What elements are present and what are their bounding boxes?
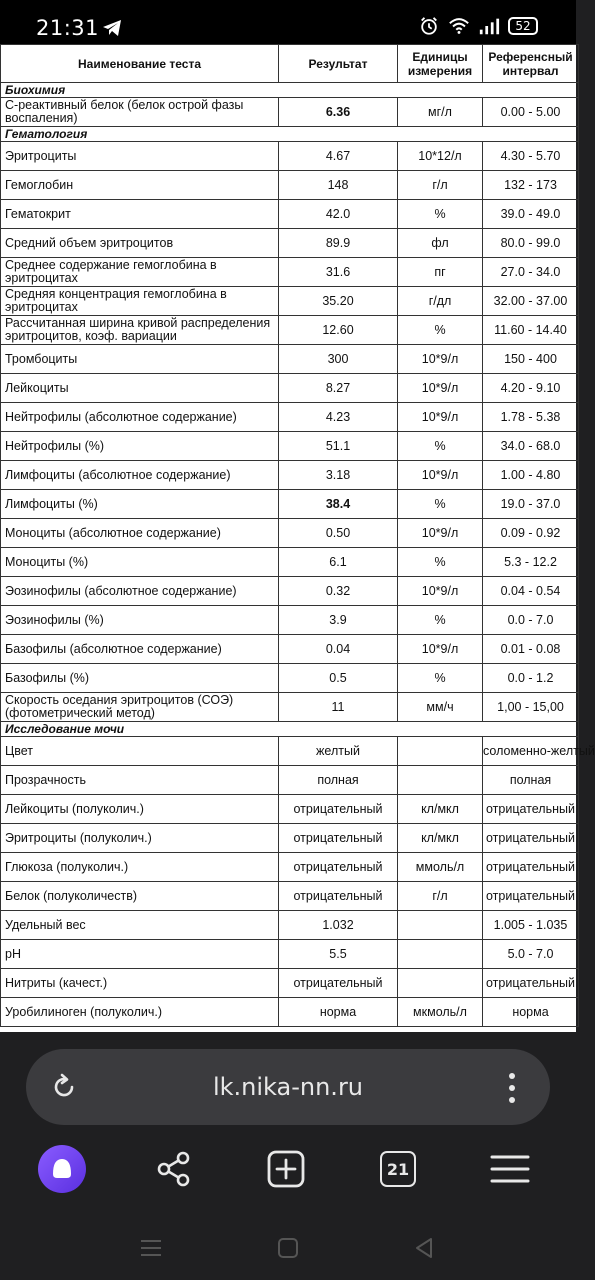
status-bar [0,0,576,44]
reference-cell: 11.60 - 14.40 [483,316,579,345]
test-name-cell: Удельный вес [1,911,279,940]
reference-cell: соломенно-желтый [483,737,579,766]
address-bar[interactable] [26,1049,550,1125]
header-units: Единицы измерения [398,45,483,83]
result-cell: 1.032 [279,911,398,940]
reference-cell: норма [483,998,579,1027]
table-row [1,461,579,490]
reference-cell: полная [483,766,579,795]
browser-toolbar [0,1144,576,1200]
reference-cell: 80.0 - 99.0 [483,229,579,258]
table-row [1,432,579,461]
table-row [1,911,579,940]
result-cell: 0.50 [279,519,398,548]
signal-icon [478,16,500,36]
reference-cell: 4.30 - 5.70 [483,142,579,171]
test-name-cell: Уробилиноген (полуколич.) [1,998,279,1027]
units-cell: 10*12/л [398,142,483,171]
test-name-cell: Эритроциты [1,142,279,171]
units-cell: 10*9/л [398,461,483,490]
result-cell: 8.27 [279,374,398,403]
test-name-cell: Базофилы (абсолютное содержание) [1,635,279,664]
reference-cell: 0.0 - 1.2 [483,664,579,693]
units-cell: % [398,664,483,693]
test-name-cell: Лейкоциты [1,374,279,403]
table-row [1,635,579,664]
units-cell [398,766,483,795]
test-name-cell: Нитриты (качест.) [1,969,279,998]
units-cell: 10*9/л [398,345,483,374]
units-cell [398,737,483,766]
reference-cell: 32.00 - 37.00 [483,287,579,316]
reference-cell: 27.0 - 34.0 [483,258,579,287]
table-row [1,766,579,795]
reference-cell: отрицательный [483,882,579,911]
test-name-cell: Рассчитанная ширина кривой распределения эритроцитов, коэф. вариации [1,316,279,345]
units-cell: ммоль/л [398,853,483,882]
test-name-cell: Лейкоциты (полуколич.) [1,795,279,824]
test-name-cell: Моноциты (абсолютное содержание) [1,519,279,548]
alice-assistant-button[interactable] [37,1144,87,1194]
section-header [1,127,579,142]
test-name-cell: Глюкоза (полуколич.) [1,853,279,882]
section-header [1,722,579,737]
reference-cell: 1.005 - 1.035 [483,911,579,940]
units-cell: пг [398,258,483,287]
table-row [1,882,579,911]
status-icons [418,16,538,36]
test-name-cell: Гемоглобин [1,171,279,200]
table-row [1,577,579,606]
units-cell: % [398,200,483,229]
units-cell [398,940,483,969]
share-icon [155,1150,193,1188]
reference-cell: 0.0 - 7.0 [483,606,579,635]
result-cell: 0.04 [279,635,398,664]
section-title: Гематология [1,127,579,142]
reference-cell: 1.00 - 4.80 [483,461,579,490]
plus-icon [267,1150,305,1188]
result-cell: 3.9 [279,606,398,635]
result-cell: желтый [279,737,398,766]
reference-cell: отрицательный [483,795,579,824]
table-row [1,519,579,548]
units-cell: г/дл [398,287,483,316]
table-row [1,98,579,127]
units-cell: 10*9/л [398,577,483,606]
reference-cell: 0.04 - 0.54 [483,577,579,606]
reference-cell: 34.0 - 68.0 [483,432,579,461]
test-name-cell: Нейтрофилы (абсолютное содержание) [1,403,279,432]
results-table [0,44,595,1027]
reference-cell: 0.00 - 5.00 [483,98,579,127]
result-cell: 6.36 [279,98,398,127]
units-cell: фл [398,229,483,258]
table-row [1,345,579,374]
table-row [1,403,579,432]
table-row [1,200,579,229]
new-tab-button[interactable] [261,1144,311,1194]
test-name-cell: Скорость оседания эритроцитов (СОЭ) (фотометрический метод) [1,693,279,722]
test-name-cell: Нейтрофилы (%) [1,432,279,461]
battery-indicator: 52 [508,17,538,35]
test-name-cell: Белок (полуколичеств) [1,882,279,911]
table-row [1,969,579,998]
reference-cell: 1,00 - 15,00 [483,693,579,722]
table-row [1,171,579,200]
section-title: Биохимия [1,83,579,98]
result-cell: 0.5 [279,664,398,693]
table-row [1,287,579,316]
table-row [1,490,579,519]
table-row [1,374,579,403]
units-cell: 10*9/л [398,374,483,403]
back-icon[interactable] [411,1234,439,1262]
units-cell: мм/ч [398,693,483,722]
table-row [1,258,579,287]
wifi-icon [448,16,470,36]
recent-apps-icon[interactable] [137,1234,165,1262]
result-cell: 12.60 [279,316,398,345]
table-row [1,824,579,853]
test-name-cell: Лимфоциты (%) [1,490,279,519]
test-name-cell: Среднее содержание гемоглобина в эритроцитах [1,258,279,287]
clock: 21:31 [36,16,100,40]
alice-icon [38,1145,86,1193]
result-cell: 38.4 [279,490,398,519]
units-cell: г/л [398,171,483,200]
units-cell: мг/л [398,98,483,127]
reference-cell: отрицательный [483,824,579,853]
reference-cell: 19.0 - 37.0 [483,490,579,519]
result-cell: 31.6 [279,258,398,287]
result-cell: отрицательный [279,853,398,882]
result-cell: 89.9 [279,229,398,258]
section-header [1,83,579,98]
result-cell: 51.1 [279,432,398,461]
test-name-cell: pH [1,940,279,969]
more-menu-icon[interactable] [506,1071,518,1105]
tabs-count: 21 [380,1151,416,1187]
result-cell: 11 [279,693,398,722]
test-name-cell: Лимфоциты (абсолютное содержание) [1,461,279,490]
table-row [1,795,579,824]
result-cell: 5.5 [279,940,398,969]
reference-cell: 1.78 - 5.38 [483,403,579,432]
table-header [1,45,579,83]
result-cell: отрицательный [279,969,398,998]
table-row [1,853,579,882]
reference-cell: 5.3 - 12.2 [483,548,579,577]
reference-cell: 5.0 - 7.0 [483,940,579,969]
result-cell: полная [279,766,398,795]
alarm-icon [418,16,440,36]
test-name-cell: Средний объем эритроцитов [1,229,279,258]
result-cell: отрицательный [279,882,398,911]
test-name-cell: Моноциты (%) [1,548,279,577]
result-cell: отрицательный [279,795,398,824]
system-nav-bar [0,1216,576,1280]
units-cell: % [398,606,483,635]
reference-cell: 0.09 - 0.92 [483,519,579,548]
test-name-cell: Прозрачность [1,766,279,795]
test-name-cell: С-реактивный белок (белок острой фазы воспаления) [1,98,279,127]
share-button[interactable] [149,1144,199,1194]
result-cell: 4.67 [279,142,398,171]
home-icon[interactable] [274,1234,302,1262]
units-cell: 10*9/л [398,403,483,432]
result-cell: 4.23 [279,403,398,432]
units-cell: 10*9/л [398,635,483,664]
table-row [1,664,579,693]
header-result: Результат [279,45,398,83]
hamburger-icon [490,1153,530,1185]
result-cell: 42.0 [279,200,398,229]
telegram-icon [102,19,122,37]
test-name-cell: Эозинофилы (абсолютное содержание) [1,577,279,606]
test-name-cell: Гематокрит [1,200,279,229]
units-cell: % [398,548,483,577]
reference-cell: отрицательный [483,969,579,998]
units-cell [398,911,483,940]
result-cell: 300 [279,345,398,374]
test-name-cell: Тромбоциты [1,345,279,374]
table-row [1,606,579,635]
table-row [1,693,579,722]
units-cell: мкмоль/л [398,998,483,1027]
table-row [1,548,579,577]
reference-cell: отрицательный [483,853,579,882]
result-cell: норма [279,998,398,1027]
units-cell: % [398,432,483,461]
result-cell: 148 [279,171,398,200]
reference-cell: 0.01 - 0.08 [483,635,579,664]
reference-cell: 132 - 173 [483,171,579,200]
reference-cell: 39.0 - 49.0 [483,200,579,229]
result-cell: отрицательный [279,824,398,853]
units-cell [398,969,483,998]
units-cell: г/л [398,882,483,911]
test-name-cell: Средняя концентрация гемоглобина в эритроцитах [1,287,279,316]
units-cell: % [398,490,483,519]
units-cell: кл/мкл [398,824,483,853]
test-name-cell: Эозинофилы (%) [1,606,279,635]
table-row [1,229,579,258]
test-name-cell: Эритроциты (полуколич.) [1,824,279,853]
web-page[interactable] [0,44,595,1032]
result-cell: 6.1 [279,548,398,577]
units-cell: % [398,316,483,345]
test-name-cell: Цвет [1,737,279,766]
result-cell: 0.32 [279,577,398,606]
table-row [1,940,579,969]
url-text[interactable]: lk.nika-nn.ru [212,1073,364,1101]
table-row [1,737,579,766]
result-cell: 35.20 [279,287,398,316]
test-name-cell: Базофилы (%) [1,664,279,693]
table-row [1,142,579,171]
units-cell: 10*9/л [398,519,483,548]
table-row [1,998,579,1027]
result-cell: 3.18 [279,461,398,490]
section-title: Исследование мочи [1,722,579,737]
units-cell: кл/мкл [398,795,483,824]
header-test-name: Наименование теста [1,45,279,83]
browser-menu-button[interactable] [485,1144,535,1194]
header-reference: Референсный интервал [483,45,579,83]
reference-cell: 4.20 - 9.10 [483,374,579,403]
reference-cell: 150 - 400 [483,345,579,374]
tabs-button[interactable] [373,1144,423,1194]
table-row [1,316,579,345]
browser-bar [0,1032,576,1216]
